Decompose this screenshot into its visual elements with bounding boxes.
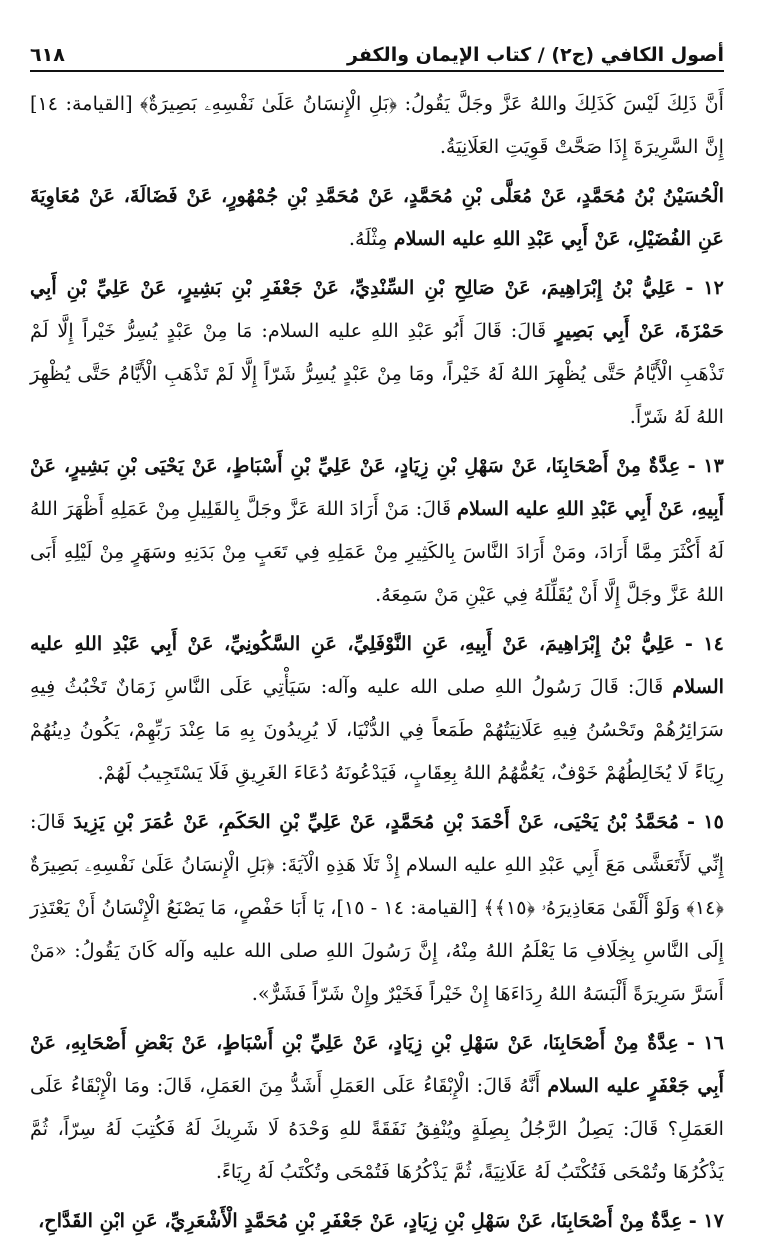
hadith-number: ١٧ - xyxy=(688,1209,724,1232)
hadith-paragraph xyxy=(30,174,724,260)
isnad-chain: عِدَّةٌ مِنْ أَصْحَابِنَا، عَنْ سَهْلِ بْنِ زِيَادٍ، عَنْ جَعْفَرِ بْنِ مُحَمَّدٍ الْأَشْعَرِيِّ، عَنِ ابْنِ القَدَّاحِ، xyxy=(38,1209,683,1232)
isnad-chain: عِدَّةٌ مِنْ أَصْحَابِنَا، عَنْ سَهْلِ بْنِ زِيَادٍ، عَنْ عَلِيِّ بْنِ أَسْبَاطٍ، عَنْ يَحْيَى بْنِ بَشِيرٍ، عَنْ أَبِيهِ، عَنْ أَبِي عَبْدِ اللهِ عليه السلام xyxy=(30,454,724,520)
hadith-paragraph xyxy=(30,1199,724,1242)
isnad-chain: عَلِيُّ بْنُ إِبْرَاهِيمَ، عَنْ صَالِحِ بْنِ السِّنْدِيِّ، عَنْ جَعْفَرِ بْنِ بَشِيرٍ، عَنْ عَلِيِّ بْنِ أَبِي حَمْزَةَ، عَنْ أَبِي بَصِيرٍ xyxy=(30,276,724,342)
isnad-chain: عَلِيُّ بْنُ إِبْرَاهِيمَ، عَنْ أَبِيهِ، عَنِ النَّوْفَلِيِّ، عَنِ السَّكُونِيِّ، عَنْ أَبِي عَبْدِ اللهِ عليه السلام xyxy=(30,632,724,698)
hadith-number: ١٦ - xyxy=(686,1031,724,1054)
hadith-paragraph xyxy=(30,266,724,438)
hadith-text: قَالَ: مَنْ أَرَادَ اللهَ عَزَّ وجَلَّ بِالقَلِيلِ مِنْ عَمَلِهِ أَظْهَرَ اللهُ لَهُ أَكْثَرَ مِمَّا أَرَادَ، ومَنْ أَرَادَ النَّاسَ بِالكَثِيرِ مِنْ عَمَلِهِ فِي تَعَبٍ مِنْ بَدَنِهِ وسَهَرٍ مِنْ لَيْلِهِ أَبَى اللهُ عَزَّ وجَلَّ إِلَّا أَنْ يُقَلِّلَهُ فِي عَيْنِ مَنْ سَمِعَهُ. xyxy=(30,497,724,606)
hadith-paragraph xyxy=(30,622,724,794)
hadith-number: ١٥ - xyxy=(686,810,724,833)
hadith-text: قَالَ: قَالَ رَسُولُ اللهِ صلى الله عليه وآله: سَيَأْتِي عَلَى النَّاسِ زَمَانٌ تَخْبُثُ فِيهِ سَرَائِرُهُمْ وتَحْسُنُ فِيهِ عَلَانِيَتُهُمْ طَمَعاً فِي الدُّنْيَا، لَا يُرِيدُونَ بِهِ مَا عِنْدَ رَبِّهِمْ، يَكُونُ دِينُهُمْ رِيَاءً لَا يُخَالِطُهُمْ خَوْفٌ، يَعُمُّهُمُ اللهُ بِعِقَابٍ، فَيَدْعُونَهُ دُعَاءَ الغَرِيقِ فَلَا يَسْتَجِيبُ لَهُمْ. xyxy=(30,675,724,784)
hadith-paragraph xyxy=(30,444,724,616)
hadith-paragraph xyxy=(30,800,724,1015)
isnad-chain: مُحَمَّدُ بْنُ يَحْيَى، عَنْ أَحْمَدَ بْنِ مُحَمَّدٍ، عَنْ عَلِيِّ بْنِ الحَكَمِ، عَنْ عُمَرَ بْنِ يَزِيدَ xyxy=(73,810,680,833)
isnad-chain: الْحُسَيْنُ بْنُ مُحَمَّدٍ، عَنْ مُعَلَّى بْنِ مُحَمَّدٍ، عَنْ مُحَمَّدِ بْنِ جُمْهُورٍ، عَنْ فَضَالَةَ، عَنْ مُعَاوِيَةَ عَنِ الفُضَيْلِ، عَنْ أَبِي عَبْدِ اللهِ عليه السلام xyxy=(30,184,724,250)
page-header xyxy=(30,22,724,70)
hadith-text: أَنَّهُ قَالَ: الْإِبْقَاءُ عَلَى العَمَلِ أَشَدُّ مِنَ العَمَلِ، قَالَ: ومَا الْإِبْقَاءُ عَلَى العَمَلِ؟ قَالَ: يَصِلُ الرَّجُلُ بِصِلَةٍ ويُنْفِقُ نَفَقَةً للهِ وَحْدَهُ لَا شَرِيكَ لَهُ فَكُتِبَ لَهُ سِرّاً، ثُمَّ يَذْكُرُهَا وتُمْحَى فَتُكْتَبُ لَهُ عَلَانِيَةً، ثُمَّ يَذْكُرُهَا فَتُمْحَى وتُكْتَبُ لَهُ رِيَاءً. xyxy=(30,1074,724,1183)
running-title: أصول الكافي (ج٢) / كتاب الإيمان والكفر xyxy=(347,44,724,66)
isnad-chain: عِدَّةٌ مِنْ أَصْحَابِنَا، عَنْ سَهْلِ بْنِ زِيَادٍ، عَنْ عَلِيِّ بْنِ أَسْبَاطٍ، عَنْ بَعْضِ أَصْحَابِهِ، عَنْ أَبِي جَعْفَرٍ عليه السلام xyxy=(30,1031,724,1097)
header-rule xyxy=(30,70,724,72)
hadith-text: قَالَ: قَالَ أَبُو عَبْدِ اللهِ عليه السلام: مَا مِنْ عَبْدٍ يُسِرُّ خَيْراً إِلَّا لَمْ تَذْهَبِ الْأَيَّامُ حَتَّى يُظْهِرَ اللهُ لَهُ خَيْراً، ومَا مِنْ عَبْدٍ يُسِرُّ شَرّاً إِلَّا لَمْ تَذْهَبِ الْأَيَّامُ حَتَّى يُظْهِرَ اللهُ لَهُ شَرّاً. xyxy=(30,319,724,428)
page-body xyxy=(30,82,724,1242)
page-number: ٦١٨ xyxy=(30,44,65,66)
hadith-text: قَالَ: إِنِّي لَأَتَعَشَّى مَعَ أَبِي عَبْدِ اللهِ عليه السلام إِذْ تَلَا هَذِهِ الْآيَةَ: ﴿بَلِ الْإِنسَانُ عَلَىٰ نَفْسِهِۦ بَصِيرَةٌ ﴿١٤﴾ وَلَوْ أَلْقَىٰ مَعَاذِيرَهُۥ ﴿١٥﴾﴾ [القيامة: ١٤ - ١٥]، يَا أَبَا حَفْصٍ، مَا يَصْنَعُ الْإِنْسَانُ أَنْ يَعْتَذِرَ إِلَى النَّاسِ بِخِلَافِ مَا يَعْلَمُ اللهُ مِنْهُ، إِنَّ رَسُولَ اللهِ صلى الله عليه وآله كَانَ يَقُولُ: «مَنْ أَسَرَّ سَرِيرَةً أَلْبَسَهُ اللهُ رِدَاءَهَا إِنْ خَيْراً فَخَيْرٌ وإِنْ شَرّاً فَشَرٌّ». xyxy=(30,810,725,1005)
hadith-paragraph xyxy=(30,82,724,168)
hadith-text: مِثْلَهُ. xyxy=(348,227,388,250)
hadith-paragraph xyxy=(30,1021,724,1193)
hadith-number: ١٤ - xyxy=(684,632,724,655)
hadith-text: أَنَّ ذَلِكَ لَيْسَ كَذَلِكَ واللهُ عَزَّ وجَلَّ يَقُولُ: ﴿بَلِ الْإِنسَانُ عَلَىٰ نَفْسِهِۦ بَصِيرَةٌ﴾ [القيامة: ١٤] إِنَّ السَّرِيرَةَ إِذَا صَحَّتْ قَوِيَتِ العَلَانِيَةُ. xyxy=(30,92,724,158)
hadith-number: ١٢ - xyxy=(685,276,724,299)
hadith-number: ١٣ - xyxy=(687,454,724,477)
